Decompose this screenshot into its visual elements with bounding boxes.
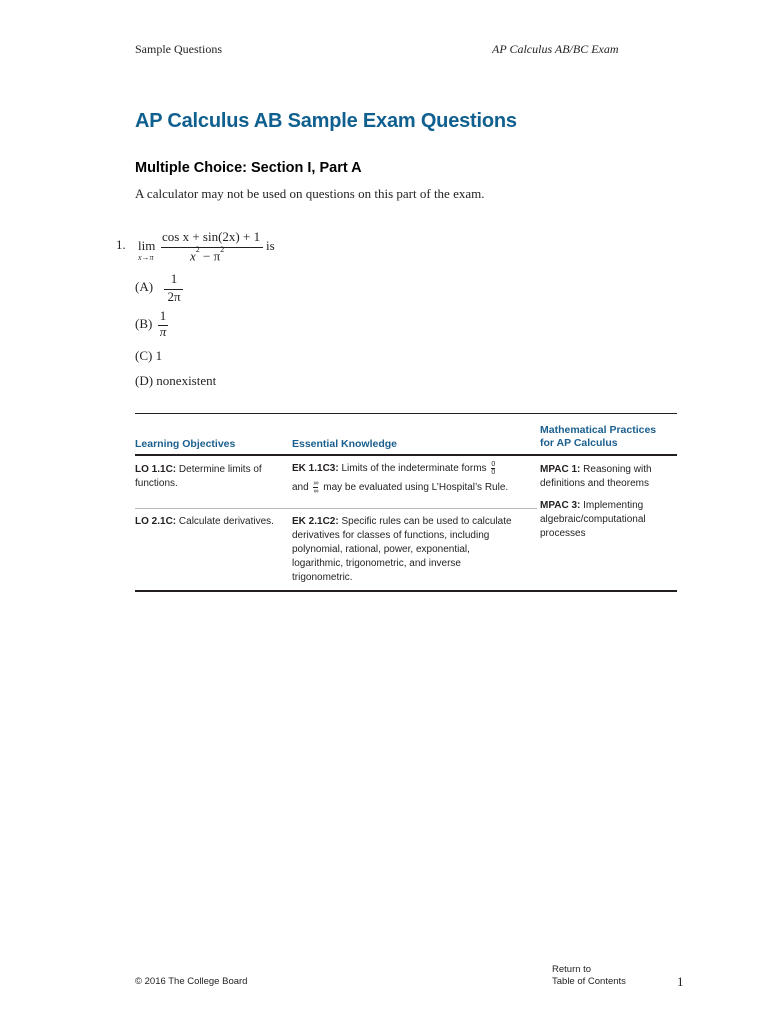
row1-practice-mpac1: MPAC 1: Reasoning with definitions and theorems <box>540 464 652 489</box>
zero-over-zero: $\frac{0}{0}$ <box>491 461 496 476</box>
running-header-right: AP Calculus AB/BC Exam <box>492 42 619 56</box>
page-number: 1 <box>677 974 684 989</box>
copyright: © 2016 The College Board <box>135 976 248 987</box>
limit-subscript: x→π <box>138 253 154 262</box>
limit-operator: lim <box>138 238 156 253</box>
choice-d: (D) nonexistent <box>135 373 217 388</box>
choice-b-denominator: π <box>159 324 167 339</box>
infinity-over-infinity: $\frac{\infty}{\infty}$ <box>313 480 319 496</box>
header-mathematical-practices: Mathematical Practices for AP Calculus <box>540 424 657 449</box>
running-header-left: Sample Questions <box>135 42 222 56</box>
header-essential-knowledge: Essential Knowledge <box>292 438 398 450</box>
table-row-divider <box>135 508 537 509</box>
instructions-text: A calculator may not be used on questions on this part of the exam. <box>135 186 485 201</box>
row1-essential-knowledge: EK 1.1C3: Limits of the indeterminate forms $\frac{0}{0}$ and $\frac{\infty}{\infty}$ may be evaluated using L’Hospital’s Rule. <box>292 461 509 496</box>
page-title: AP Calculus AB Sample Exam Questions <box>135 110 517 132</box>
limit-numerator: cos x + sin(2x) + 1 <box>162 229 261 244</box>
row1-practice-mpac3: MPAC 3: Implementing algebraic/computational processes <box>540 500 646 539</box>
question-suffix: is <box>266 238 275 253</box>
choice-a-label: (A) <box>135 279 154 294</box>
table-header-rule <box>135 454 677 456</box>
table-top-rule <box>135 413 677 414</box>
row2-learning-objective: LO 2.1C: Calculate derivatives. <box>135 516 274 527</box>
limit-denominator: $x^2 - \pi^2$ <box>190 245 225 264</box>
question-number: 1. <box>116 237 126 252</box>
choice-a-denominator: 2π <box>167 289 181 304</box>
section-heading: Multiple Choice: Section I, Part A <box>135 160 362 176</box>
table-bottom-rule <box>135 590 677 592</box>
choice-a-numerator: 1 <box>170 271 178 286</box>
row2-essential-knowledge: EK 2.1C2: Specific rules can be used to calculate derivatives for classes of functions, including polynomial, rational, power, exponential, logarithmic, trigonometric, and inverse trigonometric. <box>292 516 512 583</box>
return-to-toc-link[interactable]: Return to Table of Contents <box>552 964 626 987</box>
choice-c: (C) 1 <box>135 348 163 363</box>
row1-learning-objective: LO 1.1C: Determine limits of functions. <box>135 464 262 489</box>
choice-b-numerator: 1 <box>159 308 167 323</box>
header-learning-objectives: Learning Objectives <box>135 438 236 450</box>
choice-b-label: (B) <box>135 316 153 331</box>
